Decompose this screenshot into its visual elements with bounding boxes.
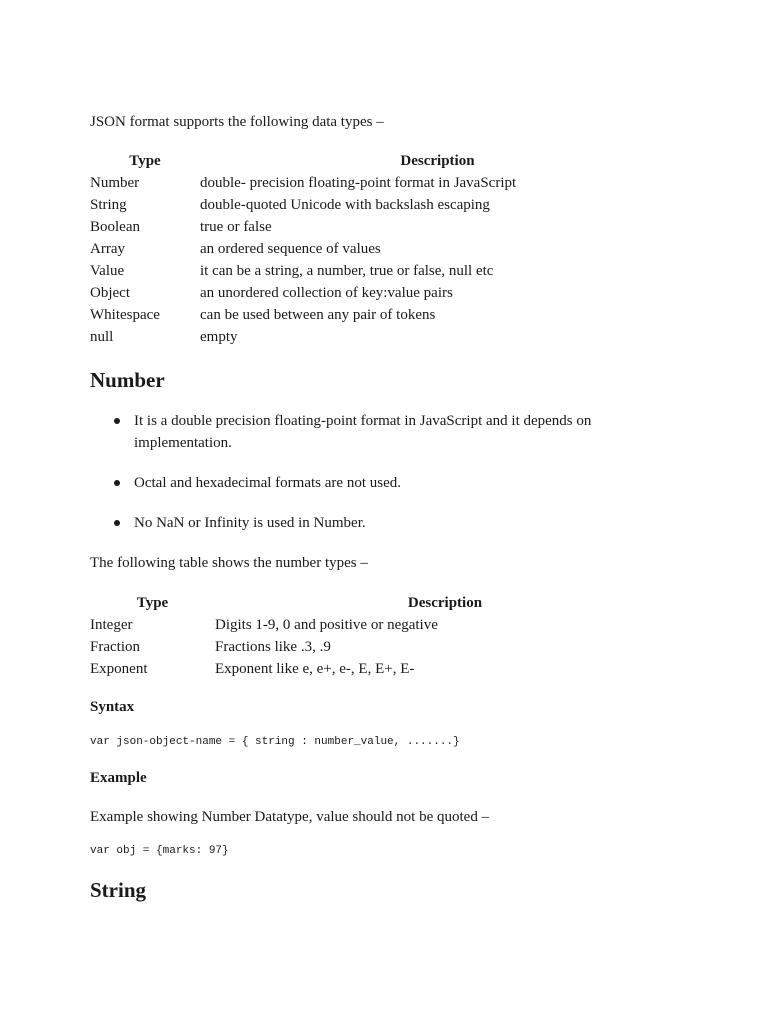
list-item (90, 472, 650, 494)
column-header-type: Type (129, 153, 161, 169)
intro-text: JSON format supports the following data types – (90, 114, 384, 130)
table-row (90, 614, 675, 636)
example-text: Example showing Number Datatype, value should not be quoted – (90, 809, 490, 825)
type-cell: Object (90, 285, 130, 301)
table-row (90, 172, 675, 194)
number-bullet-list (90, 410, 650, 534)
description-cell: empty (200, 329, 238, 345)
table-row (90, 658, 675, 680)
table-row (90, 636, 675, 658)
type-cell: Whitespace (90, 307, 160, 323)
type-cell: Integer (90, 617, 133, 633)
bullet-text: No NaN or Infinity is used in Number. (134, 515, 366, 531)
table-header-row (90, 592, 675, 614)
syntax-code-block: var json-object-name = { string : number_value, .......} (90, 736, 460, 748)
bullet-text: Octal and hexadecimal formats are not used. (134, 475, 401, 491)
type-cell: String (90, 197, 127, 213)
type-cell: Fraction (90, 639, 140, 655)
bullet-icon (114, 480, 120, 486)
description-cell: an unordered collection of key:value pairs (200, 285, 453, 301)
table-row (90, 238, 675, 260)
data-types-table (90, 150, 675, 348)
table-header-row (90, 150, 675, 172)
table-row (90, 260, 675, 282)
type-cell: Array (90, 241, 125, 257)
example-code-block: var obj = {marks: 97} (90, 845, 229, 857)
table-row (90, 282, 675, 304)
column-header-description: Description (400, 153, 475, 169)
type-cell: Exponent (90, 661, 148, 677)
column-header-description: Description (407, 595, 483, 611)
description-cell: Exponent like e, e+, e-, E, E+, E- (215, 661, 415, 677)
list-item (90, 410, 650, 454)
bullet-icon (114, 520, 120, 526)
type-cell: Value (90, 263, 125, 279)
example-heading: Example (90, 770, 147, 786)
number-heading: Number (90, 368, 165, 392)
syntax-heading: Syntax (90, 699, 135, 715)
description-cell: double-quoted Unicode with backslash escaping (200, 197, 490, 213)
description-cell: Digits 1-9, 0 and positive or negative (215, 617, 438, 633)
type-cell: Boolean (90, 219, 140, 235)
table-row (90, 326, 675, 348)
description-cell: can be used between any pair of tokens (200, 307, 436, 323)
description-cell: it can be a string, a number, true or false, null etc (200, 263, 494, 279)
description-cell: true or false (200, 219, 272, 235)
table-row (90, 194, 675, 216)
list-item (90, 512, 650, 534)
string-heading: String (90, 878, 147, 902)
table-row (90, 304, 675, 326)
bullet-icon (114, 418, 120, 424)
description-cell: double- precision floating-point format in JavaScript (200, 175, 517, 191)
number-table-intro: The following table shows the number types – (90, 555, 368, 571)
bullet-text: It is a double precision floating-point format in JavaScript and it depends on implementation. (134, 413, 592, 451)
table-row (90, 216, 675, 238)
type-cell: Number (90, 175, 140, 191)
number-types-table (90, 592, 675, 680)
description-cell: an ordered sequence of values (200, 241, 381, 257)
description-cell: Fractions like .3, .9 (215, 639, 331, 655)
type-cell: null (90, 329, 114, 345)
column-header-type: Type (136, 595, 169, 611)
